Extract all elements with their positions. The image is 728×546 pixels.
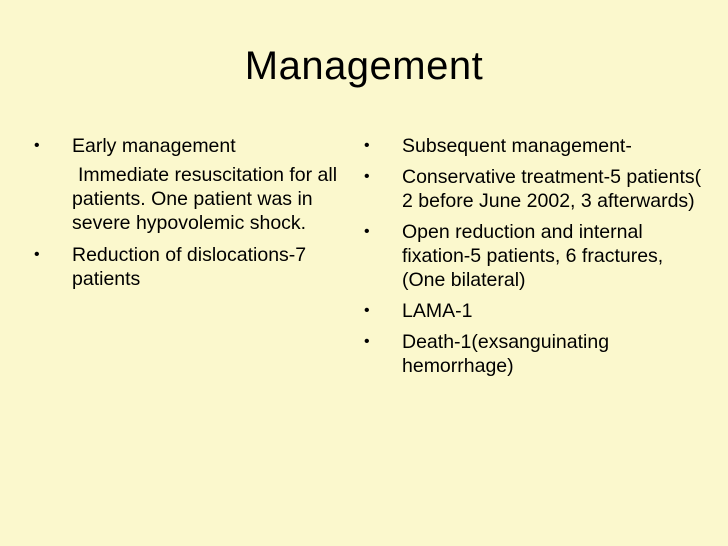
bullet-text: LAMA-1 [402, 300, 473, 322]
bullet-continuation-text: Immediate resuscitation for all patients. One patient was in severe hypovolemic shock. [72, 164, 338, 234]
bullet-item-subsequent-management [364, 134, 704, 158]
bullet-item-lama [364, 299, 704, 323]
bullet-item-open-reduction [364, 220, 704, 292]
right-column [364, 134, 704, 385]
bullet-text: Reduction of dislocations-7 patients [72, 244, 307, 290]
bullet-icon: • [34, 137, 40, 154]
bullet-item-reduction [34, 243, 344, 291]
bullet-text: Subsequent management- [402, 135, 632, 157]
slide-title: Management [244, 44, 484, 88]
right-bullet-list [364, 134, 704, 378]
bullet-text: Early management [72, 135, 236, 157]
bullet-item-death [364, 330, 704, 378]
left-column [34, 134, 344, 298]
bullet-text: Open reduction and internal fixation-5 patients, 6 fractures, (One bilateral) [402, 221, 664, 291]
bullet-item-conservative-treatment [364, 165, 704, 213]
bullet-text: Death-1(exsanguinating hemorrhage) [402, 331, 610, 377]
bullet-icon: • [34, 246, 40, 263]
bullet-item-early-management [34, 134, 344, 158]
bullet-icon: • [364, 302, 370, 319]
bullet-icon: • [364, 137, 370, 154]
bullet-icon: • [364, 168, 370, 185]
bullet-text: Conservative treatment-5 patients( 2 before June 2002, 3 afterwards) [402, 166, 702, 212]
left-bullet-list-2 [34, 243, 344, 291]
bullet-icon: • [364, 223, 370, 240]
left-bullet-list [34, 134, 344, 158]
bullet-icon: • [364, 333, 370, 350]
